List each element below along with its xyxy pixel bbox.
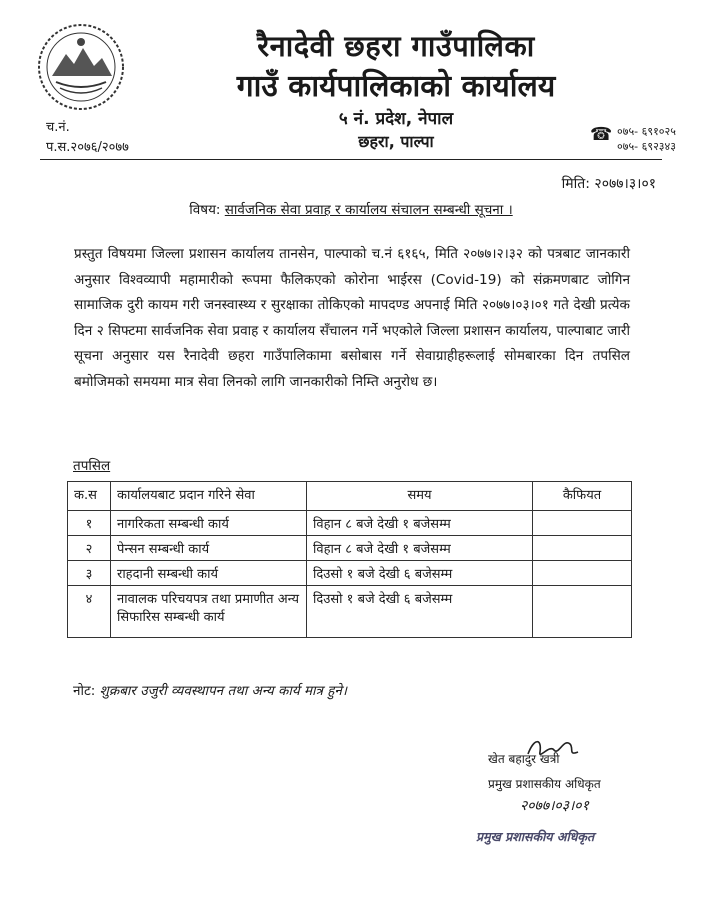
municipality-name: रैनादेवी छहरा गाउँपालिका	[257, 29, 535, 63]
designation-stamp: प्रमुख प्रशासकीय अधिकृत	[476, 829, 595, 844]
header-divider	[40, 159, 662, 160]
table-row	[68, 586, 632, 638]
table-row	[68, 561, 632, 586]
header-service: कार्यालयबाट प्रदान गरिने सेवा	[111, 482, 307, 511]
date-line: मिति: २०७७।३।०१	[561, 176, 656, 192]
header-remarks: कैफियत	[533, 482, 632, 511]
row-serial: १	[68, 511, 111, 536]
row-remarks	[533, 536, 632, 561]
row-service: नावालक परिचयपत्र तथा प्रमाणीत अन्य सिफारिस सम्बन्धी कार्य	[111, 586, 307, 638]
office-name: गाउँ कार्यपालिकाको कार्यालय	[236, 69, 556, 104]
row-time: विहान ८ बजे देखी १ बजेसम्म	[307, 511, 533, 536]
pa-sa-label: प.स.२०७६/२०७७	[46, 140, 129, 155]
signatory-designation: प्रमुख प्रशासकीय अधिकृत	[488, 777, 601, 791]
note-line	[73, 681, 347, 699]
row-time: दिउसो १ बजे देखी ६ बजेसम्म	[307, 586, 533, 638]
row-serial: ४	[68, 586, 111, 638]
table-header-row	[68, 482, 632, 511]
row-service: राहदानी सम्बन्धी कार्य	[111, 561, 307, 586]
tapsil-label: तपसिल	[73, 458, 111, 474]
row-serial: ३	[68, 561, 111, 586]
address-line: छहरा, पाल्पा	[358, 132, 434, 151]
phone-number-2: ०७५- ६९२३४३	[617, 140, 676, 153]
signatory-name: खेत बहादुर खत्री	[488, 752, 560, 766]
subject-line	[0, 200, 702, 218]
row-service: नागरिकता सम्बन्धी कार्य	[111, 511, 307, 536]
header-serial: क.स	[68, 482, 111, 511]
row-remarks	[533, 561, 632, 586]
phone-number-1: ०७५- ६९१०२५	[617, 125, 676, 138]
subject-text: सार्वजनिक सेवा प्रवाह र कार्यालय संचालन सम्बन्धी सूचना ।	[224, 202, 513, 218]
header-time: समय	[307, 482, 533, 511]
row-remarks	[533, 586, 632, 638]
row-remarks	[533, 511, 632, 536]
subject-label: विषय:	[189, 202, 221, 218]
service-schedule-table	[67, 481, 632, 638]
body-paragraph: प्रस्तुत विषयमा जिल्ला प्रशासन कार्यालय तानसेन, पाल्पाको च.नं ६१६५, मिति २०७७।२।३२ को पत्रबाट जानकारी अनुसार विश्वव्यापी महामारीको रूपमा फैलिकएको कोरोना भाईरस (Covid-19) को संक्रमणबाट जोगिन सामाजिक दुरी कायम गरी जनस्वास्थ्य र सुरक्षाका तोकिएको मापदण्ड अपनाई मिति २०७७।०३।०१ गते देखी प्रत्येक दिन २ सिफ्टमा सार्वजनिक सेवा प्रवाह र कार्यालय सँचालन गर्ने भएकोले जिल्ला प्रशासन कार्यालय, पाल्पाबाट जारी सूचना अनुसार यस रैनादेवी छहरा गाउँपालिकामा बसोबास गर्ने सेवाग्राहीहरूलाई सोमबारका दिन तपसिल बमोजिमको समयमा मात्र सेवा लिनको लागि जानकारीको निम्ति अनुरोध छ।	[74, 246, 630, 390]
table-row	[68, 536, 632, 561]
province-line: ५ नं. प्रदेश, नेपाल	[338, 109, 454, 129]
row-serial: २	[68, 536, 111, 561]
note-label: नोट:	[73, 683, 96, 699]
cha-no-label: च.नं.	[46, 120, 70, 135]
telephone-icon: ☎	[590, 124, 613, 145]
row-time: विहान ८ बजे देखी १ बजेसम्म	[307, 536, 533, 561]
signature-date: २०७७।०३।०१	[520, 798, 589, 814]
row-service: पेन्सन सम्बन्धी कार्य	[111, 536, 307, 561]
table-row	[68, 511, 632, 536]
row-time: दिउसो १ बजे देखी ६ बजेसम्म	[307, 561, 533, 586]
note-text: शुक्रबार उजुरी व्यवस्थापन तथा अन्य कार्य मात्र हुने।	[99, 683, 348, 699]
